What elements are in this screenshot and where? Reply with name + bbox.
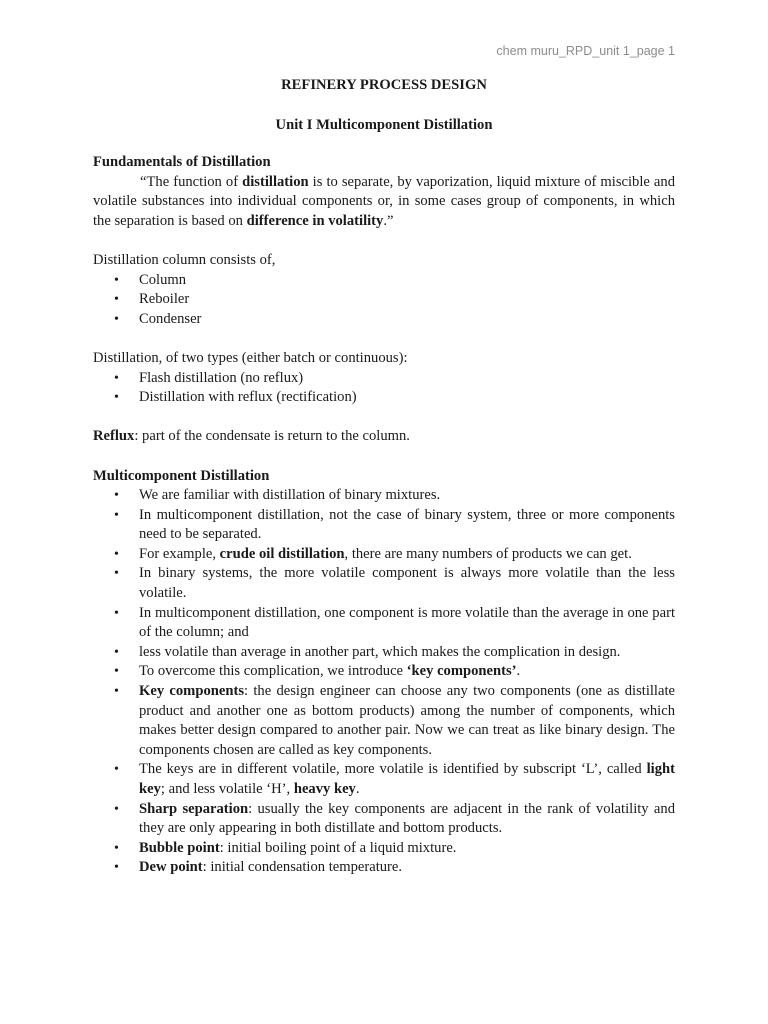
list-item — [93, 604, 675, 643]
distillation-definition — [93, 173, 675, 232]
list-item — [93, 682, 675, 760]
list-item-text: To overcome this complication, we introduce — [139, 663, 407, 680]
list-item-text: In multicomponent distillation, not the case of binary system, three or more components need to be separated. — [139, 506, 675, 543]
bullet-icon: • — [114, 546, 119, 562]
list-item-text: less volatile than average in another part, which makes the complication in design. — [139, 643, 621, 660]
multicomponent-heading: Multicomponent Distillation — [93, 467, 270, 484]
list-item-text: In multicomponent distillation, one component is more volatile than the average in one part of the column; and — [139, 604, 675, 641]
column-parts-list — [93, 271, 675, 330]
list-item — [93, 800, 675, 839]
list-item — [93, 839, 675, 859]
bullet-icon: • — [114, 272, 119, 288]
definition-text-2: is to separate, by vaporization, liquid mixture of miscible and volatile substances into individual components or, in some cases group of components, in which the separation is based on — [93, 173, 675, 229]
reflux-definition — [93, 427, 675, 447]
list-item — [93, 545, 675, 565]
list-item-text: . — [516, 663, 521, 680]
bold-key-components-term: Key components — [139, 683, 245, 700]
bullet-icon: • — [114, 488, 119, 504]
fundamentals-heading: Fundamentals of Distillation — [93, 154, 271, 170]
bullet-icon: • — [114, 507, 119, 523]
reflux-term: Reflux — [93, 428, 135, 445]
bold-heavy-key: heavy key — [293, 781, 356, 797]
list-item — [93, 506, 675, 545]
list-item-text: : initial condensation temperature. — [202, 859, 403, 876]
bullet-icon: • — [114, 566, 119, 582]
bold-crude-oil: crude oil distillation — [219, 545, 345, 562]
list-item-text: For example, — [139, 545, 220, 562]
bold-dew-point: Dew point — [139, 859, 203, 876]
list-item — [93, 486, 675, 506]
reflux-text: : part of the condensate is return to the column. — [134, 428, 410, 445]
document-subtitle: Unit I Multicomponent Distillation — [275, 117, 493, 133]
list-item — [93, 760, 675, 799]
list-item — [93, 564, 675, 603]
bullet-icon: • — [114, 684, 119, 700]
distillation-types-list — [93, 369, 675, 408]
list-item — [93, 271, 675, 291]
list-item — [93, 643, 675, 663]
bullet-icon: • — [114, 292, 119, 308]
definition-text-1: “The function of — [140, 173, 243, 190]
definition-bold-volatility: difference in volatility — [246, 212, 384, 229]
list-item-text: ; and less volatile ‘H’, — [160, 781, 294, 797]
list-item-text: , there are many numbers of products we can get. — [344, 545, 632, 562]
list-item-text: : the design engineer can choose any two components (one as distillate product and another one as bottom products) among the number of components, which makes better design compared to another pair. Now we can treat as like binary design. The components chosen are called as key components. — [139, 683, 675, 758]
bullet-icon: • — [114, 860, 119, 876]
list-item-text: We are familiar with distillation of binary mixtures. — [139, 487, 441, 504]
list-item — [93, 388, 675, 408]
list-item-text: Reboiler — [139, 291, 190, 308]
multicomponent-list — [93, 486, 675, 878]
bullet-icon: • — [114, 840, 119, 856]
document-title: REFINERY PROCESS DESIGN — [281, 77, 487, 93]
list-item — [93, 310, 675, 330]
list-item — [93, 662, 675, 682]
bold-light-key: light key — [139, 761, 675, 797]
bullet-icon: • — [114, 664, 119, 680]
bullet-icon: • — [114, 311, 119, 327]
list-item-text: . — [355, 781, 360, 797]
bullet-icon: • — [114, 801, 119, 817]
list-item — [93, 858, 675, 878]
bold-bubble-point: Bubble point — [139, 839, 220, 856]
list-item-text: In binary systems, the more volatile component is always more volatile than the less volatile. — [139, 565, 675, 602]
definition-text-3: .” — [383, 212, 394, 229]
list-item-text: Condenser — [139, 310, 202, 327]
bullet-icon: • — [114, 390, 119, 406]
document-body — [93, 153, 675, 878]
list-item-text: Flash distillation (no reflux) — [139, 369, 304, 386]
column-intro: Distillation column consists of, — [93, 251, 276, 268]
list-item — [93, 290, 675, 310]
bullet-icon: • — [114, 644, 119, 660]
bullet-icon: • — [114, 370, 119, 386]
bullet-icon: • — [114, 605, 119, 621]
list-item — [93, 369, 675, 389]
list-item-text: : initial boiling point of a liquid mixture. — [219, 839, 457, 856]
bold-sharp-separation: Sharp separation — [139, 800, 249, 817]
list-item-text: Distillation with reflux (rectification) — [139, 389, 357, 406]
list-item-text: The keys are in different volatile, more volatile is identified by subscript ‘L’, called — [139, 761, 647, 778]
bold-key-components: ‘key components’ — [406, 663, 517, 680]
list-item-text: Column — [139, 271, 187, 288]
definition-bold-distillation: distillation — [242, 173, 309, 190]
page-header: chem muru_RPD_unit 1_page 1 — [496, 44, 675, 58]
types-intro: Distillation, of two types (either batch or continuous): — [93, 349, 408, 366]
bullet-icon: • — [114, 762, 119, 778]
list-item-text: : usually the key components are adjacent in the rank of volatility and they are only appearing in both distillate and bottom products. — [139, 800, 675, 837]
